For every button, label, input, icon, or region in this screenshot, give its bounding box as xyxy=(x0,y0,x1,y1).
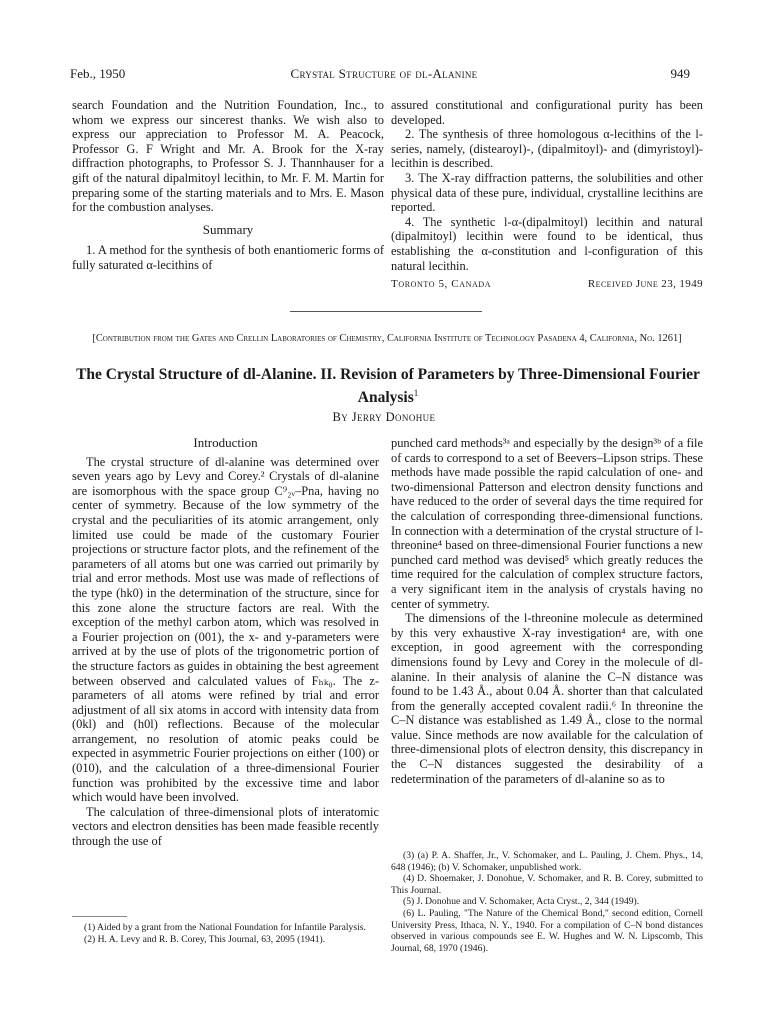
body-right-column xyxy=(391,436,703,786)
intro-paragraph-2: The calculation of three-dimensional plots of interatomic vectors and electron densities has been made feasible recently through the use of xyxy=(72,804,379,849)
header-title: Crystal Structure of dl-Alanine xyxy=(290,66,478,81)
summary-heading: Summary xyxy=(202,221,254,237)
intro-paragraph-1: The crystal structure of dl-alanine was determined over seven years ago by Levy and Corey.² Crystals of dl-alanine are isomorphous with the space group C⁹₂ᵥ–Pna, having no center of symmetry. Because of the low symmetry of the crystal and the peculiarities of its atomic arrangement, only limited use could be made of the customary Fourier projections or structure factor plots, and the refinement of the parameters of all atoms but one was carried out primarily by trial and error methods. Most use was made of reflections of the type (hk0) in the determination of the structure, since for this zone alone the structure factors are real. With the exception of the methyl carbon atom, which was resolved in a Fourier projection on (001), the x- and y-parameters were arrived at by the use of plots of the trigonometric portion of the structure factors as guides in obtaining the best agreement between observed and calculated values of Fₕₖ₀. The z-parameters of all atoms were refined by trial and error adjustment of all six atoms in accord with intensity data from (0kl) and (h0l) reflections. Because of the molecular arrangement, no resolution of atomic peaks could be expected in asymmetric Fourier projections on either (100) or (010), and the calculation of a three-dimensional Fourier function was prohibited by the excessive time and labor which would have been involved. xyxy=(72,454,379,805)
acknowledgment-paragraph: search Foundation and the Nutrition Foundation, Inc., to whom we express our sincerest thanks. We wish also to express our appreciation to Professor M. A. Peacock, Professor G. F Wright and Mr. A. Brook for the X-ray diffraction photographs, to Professor S. J. Thannhauser for a gift of the natural dipalmitoyl lecithin, to Mr. F. M. Martin for preparing some of the starting materials and to Mrs. E. Mason for the combustion analyses. xyxy=(72,98,384,215)
contribution-line: [Contribution from the Gates and Crellin Laboratories of Chemistry, California Institute of Technology Pasadena 4, California, No. 1261] xyxy=(92,333,682,344)
footnote-6: (6) L. Pauling, "The Nature of the Chemical Bond," second edition, Cornell University Press, Ithaca, N. Y., 1940. For a compilation of C–N bond distances observed in various compounds see E. W. Hughes and W. N. Lipscomb, This Journal, 68, 1970 (1946). xyxy=(391,907,703,954)
summary-item-3: 3. The X-ray diffraction patterns, the solubilities and other physical data of these pure, individual, crystalline lecithins are reported. xyxy=(391,170,703,215)
summary-item-2: 2. The synthesis of three homologous α-lecithins of the l-series, namely, (distearoyl)-, (dipalmitoyl)- and (dimyristoyl)- lecithin is described. xyxy=(391,127,703,171)
summary-item-1: 1. A method for the synthesis of both enantiomeric forms of fully saturated α-lecithins of xyxy=(72,243,384,272)
article-title-text: The Crystal Structure of dl-Alanine. II. Revision of Parameters by Three-Dimensional Fourier Analysis xyxy=(76,366,700,407)
footnote-5: (5) J. Donohue and V. Schomaker, Acta Cryst., 2, 344 (1949). xyxy=(403,896,640,908)
footnotes-left xyxy=(72,922,379,945)
prev-article-left-column xyxy=(72,98,384,273)
footnote-4: (4) D. Shoemaker, J. Donohue, V. Schomaker, and R. B. Corey, submitted to This Journal. xyxy=(391,873,703,896)
byline: By Jerry Donohue xyxy=(332,410,436,424)
location: Toronto 5, Canada xyxy=(391,278,492,291)
summary-item-4: 4. The synthetic l-α-(dipalmitoyl) lecithin and natural (dipalmitoyl) lecithin were found to be identical, thus establishing the α-constitution and l-configuration of this natural lecithin. xyxy=(391,214,703,273)
introduction-heading: Introduction xyxy=(193,435,258,450)
body-right-paragraph-2: The dimensions of the l-threonine molecule as determined by this very exhaustive X-ray investigation⁴ are, with one exception, in good agreement with the corresponding dimensions found by Levy and Corey in the molecule of dl-alanine. In their analysis of alanine the C–N distance was found to be 1.43 Å., about 0.04 Å. shorter than that calculated from the generally accepted covalent radii.⁶ In threonine the C–N distance was established as 1.49 Å., close to the normal value. Since methods are now available for the calculation of three-dimensional plots of electron density, this discrepancy in the C–N distances suggested the desirability of a redetermination of the parameters of dl-alanine so as to xyxy=(391,611,703,786)
header-date: Feb., 1950 xyxy=(70,66,126,81)
footnote-rule-left xyxy=(72,916,127,917)
summary-item-1-cont: assured constitutional and configurational purity has been developed. xyxy=(391,98,703,127)
footnotes-right xyxy=(391,850,703,954)
received-date: Received June 23, 1949 xyxy=(587,278,703,291)
signoff-line xyxy=(391,277,703,293)
footnote-3: (3) (a) P. A. Shaffer, Jr., V. Schomaker, and L. Pauling, J. Chem. Phys., 14, 648 (1946); (b) V. Schomaker, unpublished work. xyxy=(391,850,703,873)
prev-article-right-column xyxy=(391,98,703,293)
footnote-2: (2) H. A. Levy and R. B. Corey, This Journal, 63, 2095 (1941). xyxy=(84,933,326,945)
article-title xyxy=(72,366,704,407)
article-separator xyxy=(290,311,482,312)
page-number: 949 xyxy=(670,66,690,81)
title-footnote-mark: 1 xyxy=(413,388,419,398)
body-right-paragraph-1: punched card methods³ᵃ and especially by the design³ᵇ of a file of cards to correspond to a set of Beevers–Lipson strips. These methods have made possible the rapid calculation of one- and two-dimensional Patterson and electron density functions and have reduced to the order of several days the time required for the calculation of corresponding three-dimensional functions. In connection with a determination of the crystal structure of l-threonine⁴ based on three-dimensional Fourier functions a new punched card method was devised⁵ which greatly reduces the time required for the calculation of complex structure factors, a very significant item in the analysis of crystals having no center of symmetry. xyxy=(391,436,703,611)
body-left-column xyxy=(72,436,379,849)
footnote-1: (1) Aided by a grant from the National Foundation for Infantile Paralysis. xyxy=(84,922,366,933)
